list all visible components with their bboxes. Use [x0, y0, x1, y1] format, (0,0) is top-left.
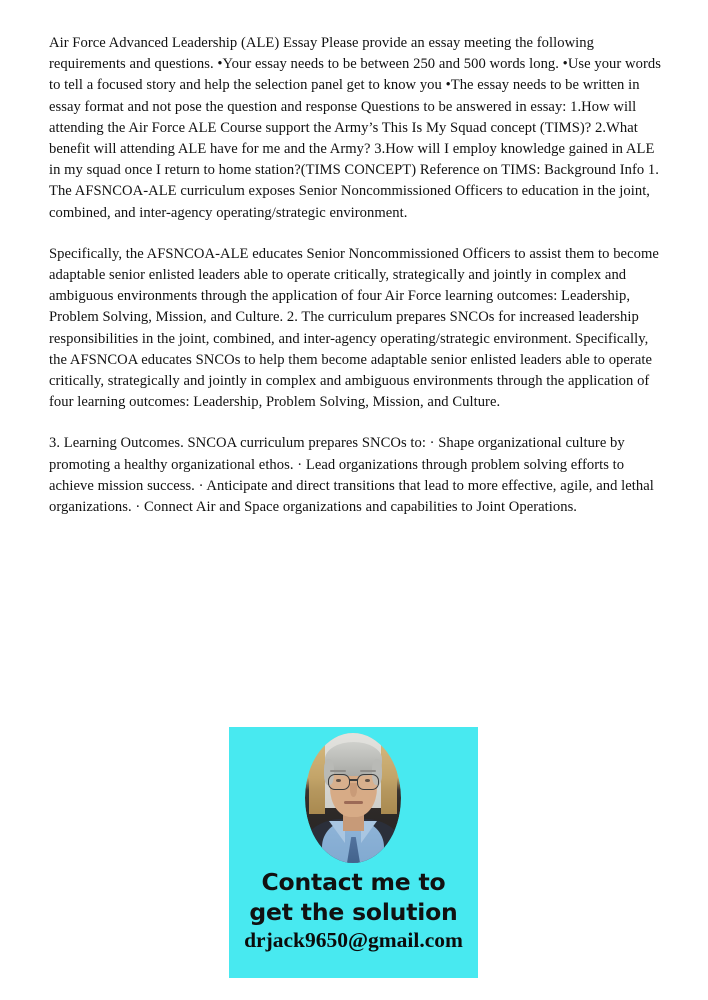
backdrop-strip-left: [309, 733, 325, 814]
contact-card-heading: [229, 867, 478, 927]
avatar: [305, 733, 401, 863]
portrait-photo: [305, 733, 401, 863]
lens-right: [357, 774, 379, 790]
glasses-bridge: [349, 779, 358, 781]
contact-heading-line-1: Contact me to: [261, 868, 446, 896]
paragraph-3: 3. Learning Outcomes. SNCOA curriculum prepares SNCOs to: · Shape organizational culture by promoting a healthy organizational ethos. · Lead organizations through problem solving efforts to achieve mission success. · Anticipate and direct transitions that lead to more effective, agile, and lethal organizations. · Connect Air and Space organizations and capabilities to Joint Operations.: [49, 435, 654, 516]
document-body: [49, 33, 663, 518]
contact-email[interactable]: drjack9650@gmail.com: [244, 928, 463, 952]
contact-heading-line-2: get the solution: [249, 898, 458, 926]
paragraph-2: Specifically, the AFSNCOA-ALE educates Senior Noncommissioned Officers to assist them to become adaptable senior enlisted leaders able to operate critically, strategically and jointly in complex and ambiguous environments through the application of four Air Force learning outcomes: Leadership, Problem Solving, Mission, and Culture. 2. The curriculum prepares SNCOs for increased leadership responsibilities in the joint, combined, and inter-agency operating/strategic environment. Specifically, the AFSNCOA educates SNCOs to help them become adaptable senior enlisted leaders able to operate critically, strategically and jointly in complex and ambiguous environments through the application of four learning outcomes: Leadership, Problem Solving, Mission, and Culture.: [49, 245, 659, 411]
backdrop-strip-right: [381, 733, 397, 814]
paragraph-1: Air Force Advanced Leadership (ALE) Essay Please provide an essay meeting the following requirements and questions. •Your essay needs to be between 250 and 500 words long. •Use your words to tell a focused story and help the selection panel get to know you •The essay needs to be written in essay format and not pose the question and response Questions to be answered in essay: 1.How will attending the Air Force ALE Course support the Army’s This Is My Squad concept (TIMS)? 2.What benefit will attending ALE have for me and the Army? 3.How will I employ knowledge gained in ALE in my squad once I return to home station?(TIMS CONCEPT) Reference on TIMS: Background Info 1. The AFSNCOA-ALE curriculum exposes Senior Noncommissioned Officers to education in the joint, combined, and inter-agency operating/strategic environment.: [49, 35, 661, 221]
mouth: [344, 801, 363, 804]
lens-left: [328, 774, 350, 790]
nose: [350, 783, 357, 797]
contact-card: [229, 727, 478, 978]
